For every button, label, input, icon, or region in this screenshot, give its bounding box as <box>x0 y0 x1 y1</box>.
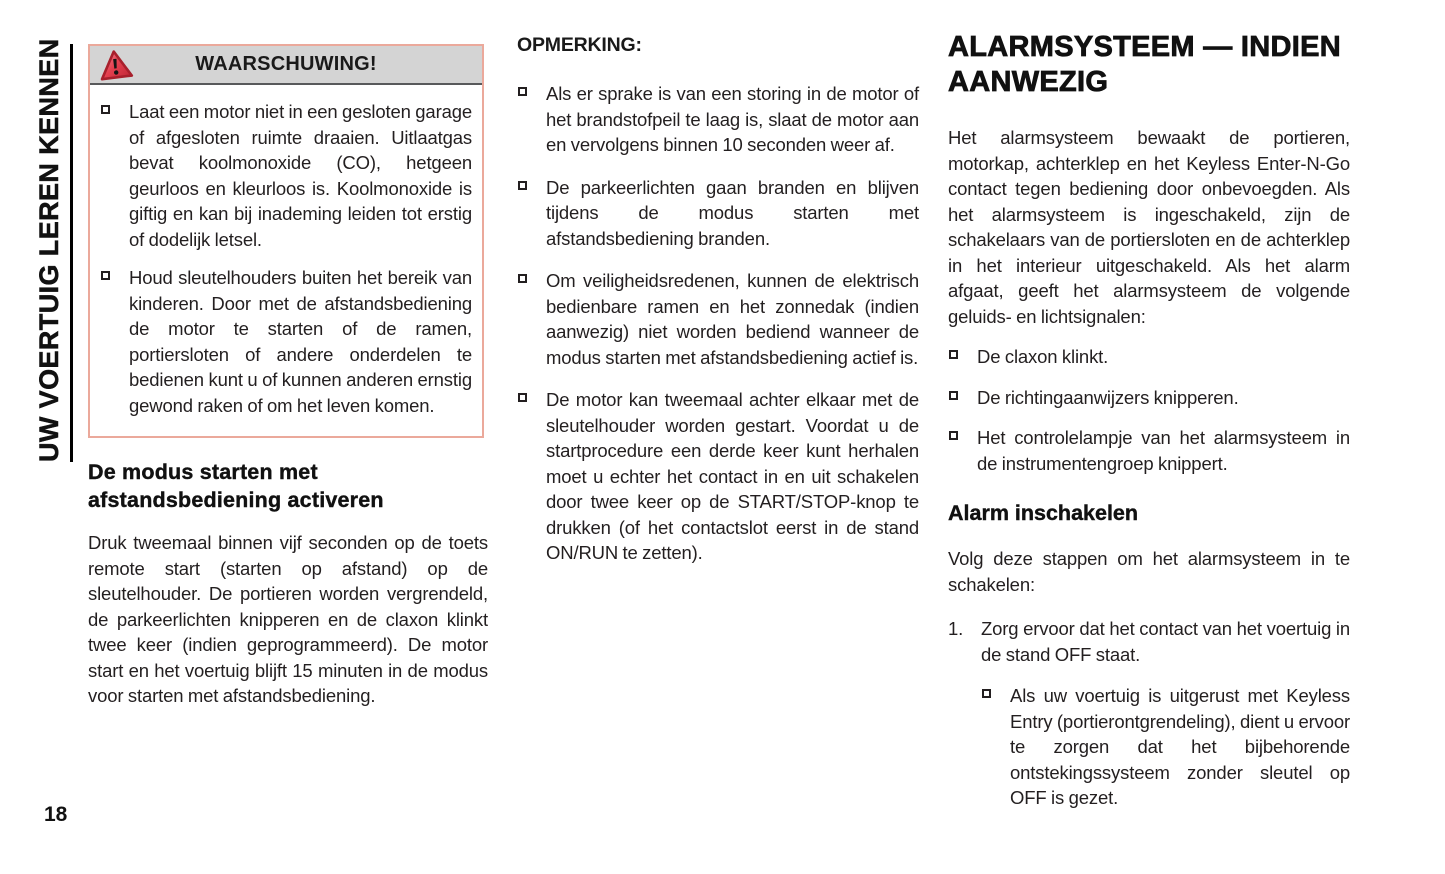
warning-triangle-icon <box>97 48 134 88</box>
list-item <box>100 99 472 252</box>
section-title-alarmsysteem: ALARMSYSTEEM — INDIEN AANWEZIG <box>948 31 1341 98</box>
subsection-heading-alarm-inschakelen: Alarm inschakelen <box>948 501 1139 525</box>
list-item <box>517 387 919 566</box>
list-item <box>517 175 919 252</box>
numbered-item-text: Zorg ervoor dat het contact van het voertuig in de stand OFF staat. <box>981 618 1350 665</box>
list-item <box>517 268 919 370</box>
list-item-text: De richtingaanwijzers knipperen. <box>977 386 1239 408</box>
list-item-text: De motor kan tweemaal achter elkaar met de sleutelhouder worden gestart. Voordat u de startprocedure een derde keer kunt herhalen moet u echter het contact in en uit schakelen door twee keer op de START/STOP-knop te drukken (of het contactslot eerst in de stand ON/RUN te zetten). <box>546 389 919 563</box>
square-bullet-marker <box>518 274 527 283</box>
chapter-sidebar-title: UW VOERTUIG LEREN KENNEN <box>34 44 73 462</box>
section-heading-remote-start-mode: De modus starten met afstandsbediening activeren <box>88 460 384 512</box>
note-heading: OPMERKING: <box>517 34 642 56</box>
square-bullet-marker <box>101 105 110 114</box>
paragraph-steps-intro: Volg deze stappen om het alarmsysteem in te schakelen: <box>948 548 1350 595</box>
list-item-text: Als er sprake is van een storing in de motor of het brandstofpeil te laag is, slaat de motor aan en vervolgens binnen 10 seconden weer af. <box>546 83 919 155</box>
square-bullet-marker <box>518 87 527 96</box>
warning-box <box>88 44 484 438</box>
list-item-text: Houd sleutelhouders buiten het bereik van kinderen. Door met de afstandsbediening de motor te starten of de ramen, portiersloten of andere onderdelen te bedienen kunt u of kunnen anderen ernstig gewond raken of om het leven komen. <box>129 267 472 416</box>
warning-box-header <box>90 46 482 85</box>
paragraph-alarm-intro: Het alarmsysteem bewaakt de portieren, motorkap, achterklep en het Keyless Enter-N-Go contact tegen bediening door onbevoegden. Als het alarmsysteem is ingeschakeld, zijn de schakelaars van de portiersloten en de achterklep in het interieur uitgeschakeld. Als het alarm afgaat, geeft het alarmsysteem de volgende geluids- en lichtsignalen: <box>948 127 1350 327</box>
list-item-text: Laat een motor niet in een gesloten garage of afgesloten ruimte draaien. Uitlaatgas bevat koolmonoxide (CO), hetgeen geurloos en kleurloos is. Koolmonoxide is giftig en kan bij inademing leiden tot erstig of dodelijk letsel. <box>129 101 472 250</box>
list-item <box>948 425 1350 476</box>
square-bullet-marker <box>518 181 527 190</box>
square-bullet-marker <box>101 271 110 280</box>
list-item-text: Als uw voertuig is uitgerust met Keyless Entry (portierontgrendeling), dient u ervoor te zorgen dat het bijbehorende ontstekingssysteem zonder sleutel op OFF is gezet. <box>1010 685 1351 808</box>
square-bullet-marker <box>949 391 958 400</box>
square-bullet-marker <box>518 393 527 402</box>
square-bullet-marker <box>982 689 991 698</box>
list-item <box>100 265 472 418</box>
list-item-text: Het controlelampje van het alarmsysteem in de instrumentengroep knippert. <box>977 427 1350 474</box>
list-item-text: Om veiligheidsredenen, kunnen de elektrisch bedienbare ramen en het zonnedak (indien aanwezig) niet worden bediend wanneer de modus starten met afstandsbediening actief is. <box>546 270 919 368</box>
numbered-list-item <box>948 616 1350 667</box>
square-bullet-marker <box>949 350 958 359</box>
alarm-section <box>948 30 1350 811</box>
list-item <box>981 683 1350 811</box>
list-item-text: De parkeerlichten gaan branden en blijven tijdens de modus starten met afstandsbediening branden. <box>546 176 919 249</box>
list-item <box>948 344 1350 370</box>
warning-box-body <box>90 85 482 436</box>
paragraph-remote-start: Druk tweemaal binnen vijf seconden op de toets remote start (starten op afstand) op de sleutelhouder. De portieren worden vergrendeld, de parkeerlichten knipperen en de claxon klinkt twee keer (indien geprogrammeerd). De motor start en het voertuig blijft 15 minuten in de modus voor starten met afstandsbediening. <box>88 532 488 706</box>
note-section <box>517 34 919 583</box>
list-item <box>517 81 919 158</box>
list-number: 1. <box>948 618 964 639</box>
list-item-text: De claxon klinkt. <box>977 346 1109 367</box>
page-number: 18 <box>44 803 68 826</box>
warning-title: WAARSCHUWING! <box>195 53 377 75</box>
square-bullet-marker <box>949 431 958 440</box>
list-item <box>948 385 1350 411</box>
